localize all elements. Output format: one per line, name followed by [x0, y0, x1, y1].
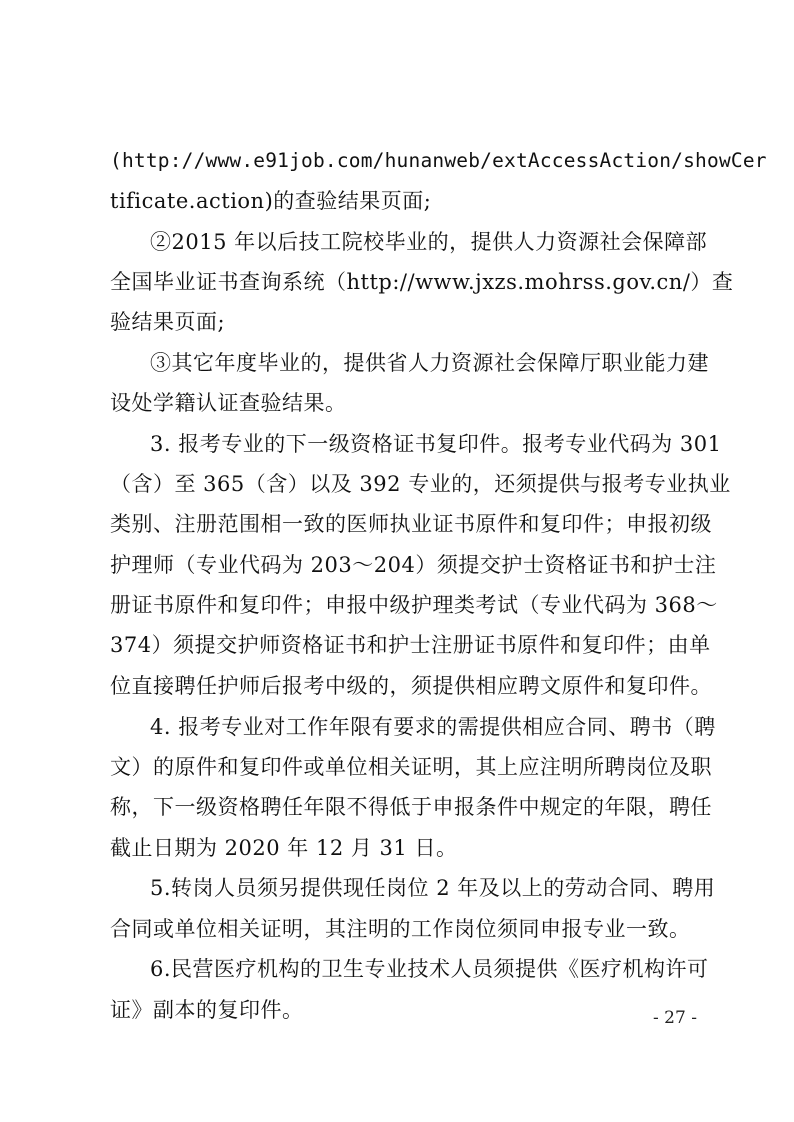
paragraph-3-line-1: 3. 报考专业的下一级资格证书复印件。报考专业代码为 301	[150, 432, 722, 456]
text-line-item-2-start: ②2015 年以后技工院校毕业的，提供人力资源社会保障部	[150, 230, 708, 254]
text-line-item-3-end: 设处学籍认证查验结果。	[110, 391, 347, 415]
paragraph-4-line-4: 截止日期为 2020 年 12 月 31 日。	[110, 836, 458, 860]
text-line-url-part-1: (http://www.e91job.com/hunanweb/extAccessAction/showCer	[110, 149, 767, 172]
page-number: - 27 -	[653, 1008, 697, 1028]
paragraph-4-line-2: 文）的原件和复印件或单位相关证明，其上应注明所聘岗位及职	[110, 755, 712, 779]
paragraph-3-line-4: 护理师（专业代码为 203～204）须提交护士资格证书和护士注	[110, 553, 717, 577]
paragraph-3-line-5: 册证书原件和复印件；申报中级护理类考试（专业代码为 368～	[110, 593, 718, 617]
paragraph-4-line-1: 4. 报考专业对工作年限有要求的需提供相应合同、聘书（聘	[150, 715, 716, 739]
text-line-url-part-2: tificate.action)的查验结果页面;	[110, 189, 432, 213]
text-line-item-2-url: 全国毕业证书查询系统（http://www.jxzs.mohrss.gov.cn/）查	[110, 270, 734, 294]
paragraph-6-line-1: 6.民营医疗机构的卫生专业技术人员须提供《医疗机构许可	[150, 957, 709, 981]
paragraph-5-line-1: 5.转岗人员须另提供现任岗位 2 年及以上的劳动合同、聘用	[150, 876, 716, 900]
paragraph-3-line-2: （含）至 365（含）以及 392 专业的，还须提供与报考专业执业	[110, 472, 731, 496]
paragraph-6-line-2: 证》副本的复印件。	[110, 998, 304, 1022]
text-line-item-2-end: 验结果页面;	[110, 310, 226, 334]
paragraph-3-line-3: 类别、注册范围相一致的医师执业证书原件和复印件；申报初级	[110, 512, 712, 536]
paragraph-4-line-3: 称，下一级资格聘任年限不得低于申报条件中规定的年限，聘任	[110, 795, 712, 819]
paragraph-3-line-7: 位直接聘任护师后报考中级的，须提供相应聘文原件和复印件。	[110, 674, 712, 698]
paragraph-3-line-6: 374）须提交护师资格证书和护士注册证书原件和复印件；由单	[110, 633, 711, 657]
paragraph-5-line-2: 合同或单位相关证明，其注明的工作岗位须同申报专业一致。	[110, 917, 691, 941]
text-line-item-3-start: ③其它年度毕业的，提供省人力资源社会保障厅职业能力建	[150, 351, 709, 375]
